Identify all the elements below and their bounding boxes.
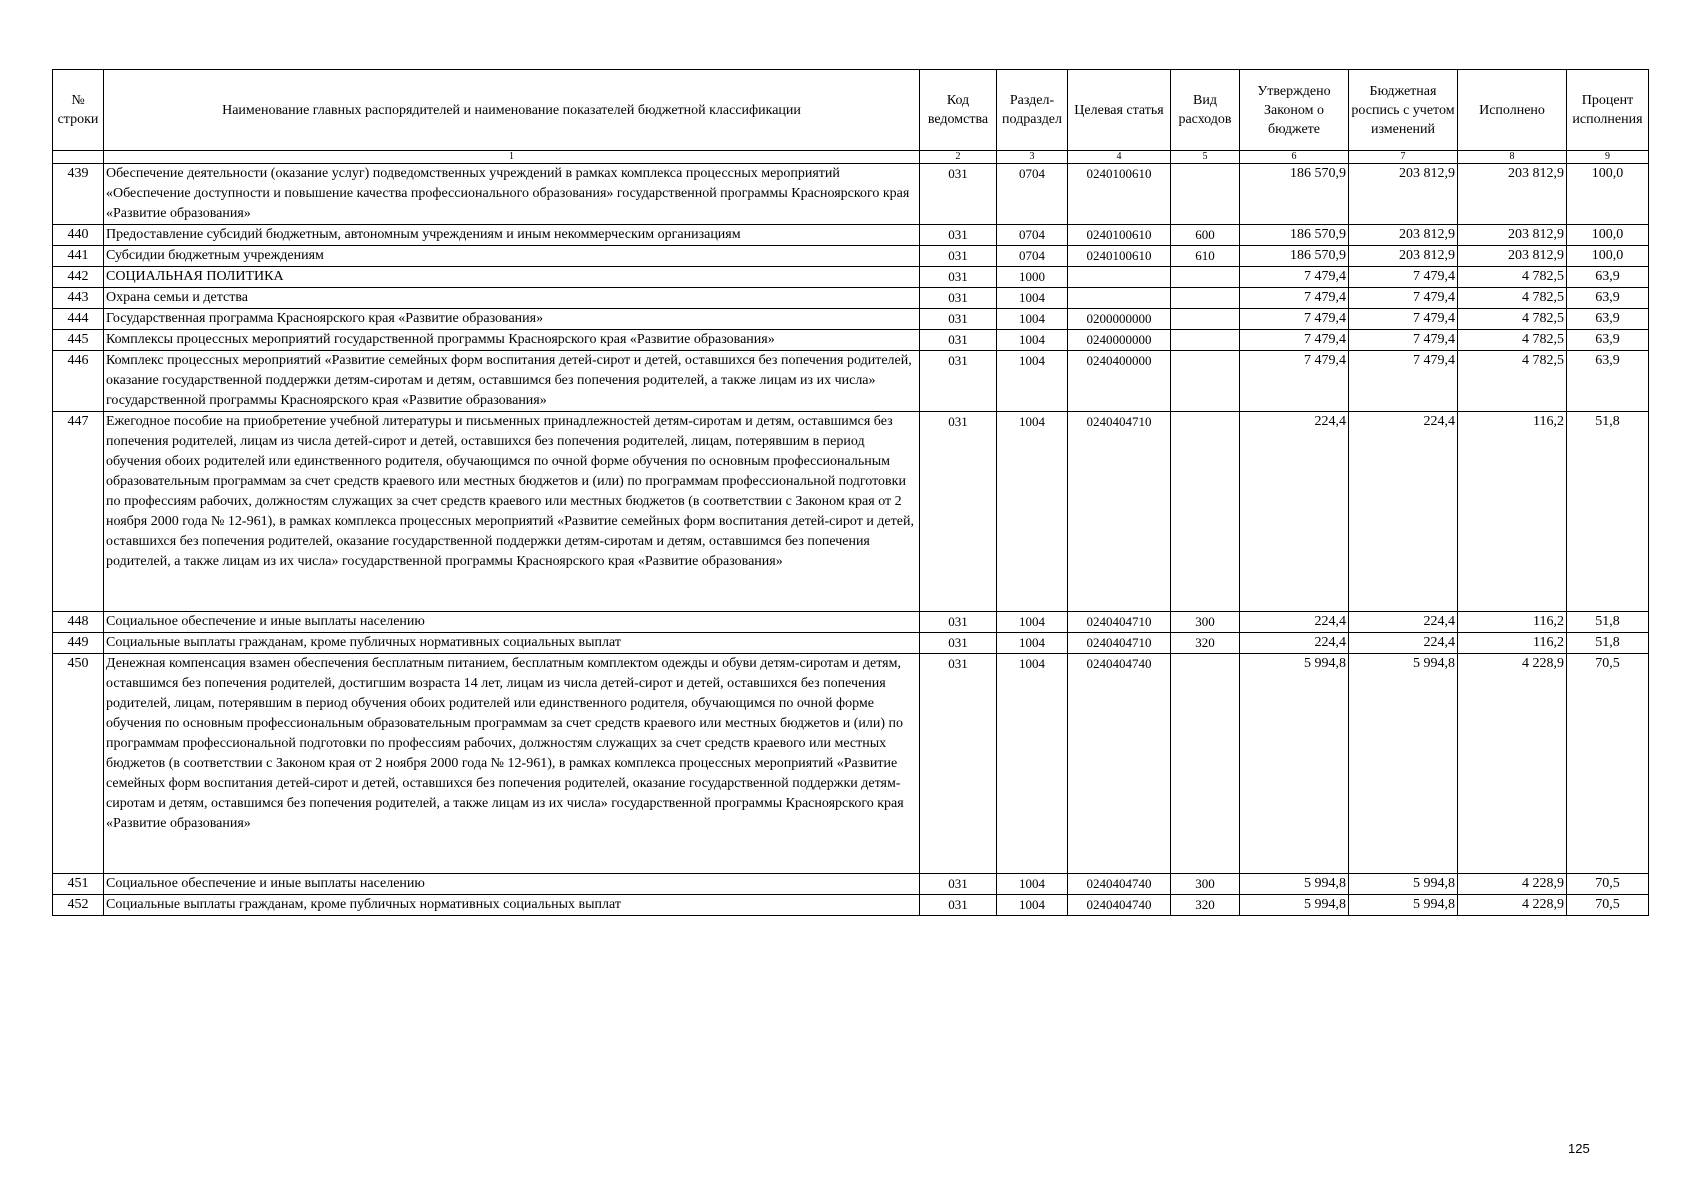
row-number: 449 (53, 633, 104, 654)
row-number: 448 (53, 612, 104, 633)
row-name: Социальное обеспечение и иные выплаты населению (104, 874, 920, 895)
approved-amount: 224,4 (1240, 412, 1349, 612)
executed-amount: 4 782,5 (1458, 267, 1567, 288)
expense-type (1171, 412, 1240, 612)
row-name: Субсидии бюджетным учреждениям (104, 246, 920, 267)
execution-percent: 63,9 (1567, 309, 1649, 330)
target-item: 0240404740 (1068, 895, 1171, 916)
row-name: Государственная программа Красноярского края «Развитие образования» (104, 309, 920, 330)
executed-amount: 4 782,5 (1458, 309, 1567, 330)
dept-code: 031 (920, 412, 997, 612)
approved-amount: 186 570,9 (1240, 164, 1349, 225)
budget-list-amount: 203 812,9 (1349, 164, 1458, 225)
target-item (1068, 288, 1171, 309)
execution-percent: 100,0 (1567, 225, 1649, 246)
section-code: 1004 (997, 412, 1068, 612)
execution-percent: 63,9 (1567, 267, 1649, 288)
dept-code: 031 (920, 267, 997, 288)
target-item: 0240404710 (1068, 633, 1171, 654)
executed-amount: 116,2 (1458, 612, 1567, 633)
budget-list-amount: 5 994,8 (1349, 895, 1458, 916)
budget-list-amount: 224,4 (1349, 633, 1458, 654)
approved-amount: 224,4 (1240, 633, 1349, 654)
execution-percent: 63,9 (1567, 330, 1649, 351)
column-number: 5 (1171, 151, 1240, 164)
table-body (53, 164, 1649, 916)
execution-percent: 100,0 (1567, 246, 1649, 267)
section-code: 1004 (997, 633, 1068, 654)
approved-amount: 5 994,8 (1240, 654, 1349, 874)
approved-amount: 7 479,4 (1240, 351, 1349, 412)
table-row (53, 654, 1649, 874)
executed-amount: 116,2 (1458, 633, 1567, 654)
dept-code: 031 (920, 225, 997, 246)
dept-code: 031 (920, 330, 997, 351)
budget-list-amount: 224,4 (1349, 412, 1458, 612)
section-code: 1004 (997, 330, 1068, 351)
execution-percent: 70,5 (1567, 874, 1649, 895)
column-number: 8 (1458, 151, 1567, 164)
header-expense-type: Вид расходов (1171, 70, 1240, 151)
dept-code: 031 (920, 895, 997, 916)
target-item: 0240000000 (1068, 330, 1171, 351)
row-name: Социальные выплаты гражданам, кроме публичных нормативных социальных выплат (104, 895, 920, 916)
row-name: Охрана семьи и детства (104, 288, 920, 309)
column-number-empty (53, 151, 104, 164)
table-row (53, 309, 1649, 330)
expense-type (1171, 267, 1240, 288)
target-item (1068, 267, 1171, 288)
column-number: 2 (920, 151, 997, 164)
section-code: 1004 (997, 351, 1068, 412)
section-code: 0704 (997, 225, 1068, 246)
header-executed: Исполнено (1458, 70, 1567, 151)
section-code: 1004 (997, 895, 1068, 916)
table-header-row (53, 70, 1649, 151)
row-name: Денежная компенсация взамен обеспечения бесплатным питанием, бесплатным комплектом одежды и обуви детям-сиротам и детям, оставшимся без попечения родителей, достигшим возраста 14 лет, лицам из числа детей-сирот и детей, оставшихся без попечения родителей, лицам, потерявшим в период обучения обоих родителей или единственного родителя, обучающимся по очной форме обучения по основным профессиональным образовательным программам за счет средств краевого или местных бюджетов и (или) по программам профессиональной подготовки по профессиям рабочих, должностям служащих за счет средств краевого или местных бюджетов (в соответствии с Законом края от 2 ноября 2000 года № 12-961), в рамках комплекса процессных мероприятий «Развитие семейных форм воспитания детей-сирот и детей, оставшихся без попечения родителей, оказание государственной поддержки детям-сиротам и детям, оставшимся без попечения родителей, а также лицам из их числа» государственной программы Красноярского края «Развитие образования» (104, 654, 920, 874)
execution-percent: 51,8 (1567, 412, 1649, 612)
target-item: 0240100610 (1068, 246, 1171, 267)
dept-code: 031 (920, 874, 997, 895)
row-name: Комплекс процессных мероприятий «Развитие семейных форм воспитания детей-сирот и детей, оставшихся без попечения родителей, оказание государственной поддержки детям-сиротам и детям, оставшимся без попечения родителей, а также лицам из их числа» государственной программы Красноярского края «Развитие образования» (104, 351, 920, 412)
budget-list-amount: 5 994,8 (1349, 654, 1458, 874)
dept-code: 031 (920, 309, 997, 330)
execution-percent: 63,9 (1567, 288, 1649, 309)
target-item: 0240100610 (1068, 225, 1171, 246)
target-item: 0240100610 (1068, 164, 1171, 225)
page-number: 125 (1568, 1141, 1590, 1156)
approved-amount: 5 994,8 (1240, 874, 1349, 895)
expense-type (1171, 330, 1240, 351)
section-code: 1004 (997, 654, 1068, 874)
executed-amount: 4 228,9 (1458, 874, 1567, 895)
expense-type (1171, 309, 1240, 330)
section-code: 1004 (997, 612, 1068, 633)
budget-list-amount: 7 479,4 (1349, 351, 1458, 412)
target-item: 0200000000 (1068, 309, 1171, 330)
budget-execution-table (52, 69, 1649, 916)
dept-code: 031 (920, 288, 997, 309)
row-number: 451 (53, 874, 104, 895)
table-row (53, 412, 1649, 612)
dept-code: 031 (920, 351, 997, 412)
execution-percent: 100,0 (1567, 164, 1649, 225)
column-number-row (53, 151, 1649, 164)
column-number: 3 (997, 151, 1068, 164)
execution-percent: 51,8 (1567, 633, 1649, 654)
budget-list-amount: 5 994,8 (1349, 874, 1458, 895)
section-code: 1000 (997, 267, 1068, 288)
expense-type (1171, 288, 1240, 309)
target-item: 0240404710 (1068, 612, 1171, 633)
header-budget-list: Бюджетная роспись с учетом изменений (1349, 70, 1458, 151)
section-code: 1004 (997, 309, 1068, 330)
table-row (53, 351, 1649, 412)
expense-type: 300 (1171, 874, 1240, 895)
executed-amount: 116,2 (1458, 412, 1567, 612)
executed-amount: 4 782,5 (1458, 288, 1567, 309)
expense-type: 300 (1171, 612, 1240, 633)
table-row (53, 225, 1649, 246)
dept-code: 031 (920, 246, 997, 267)
expense-type (1171, 351, 1240, 412)
approved-amount: 224,4 (1240, 612, 1349, 633)
table-row (53, 246, 1649, 267)
table-row (53, 330, 1649, 351)
budget-list-amount: 7 479,4 (1349, 267, 1458, 288)
dept-code: 031 (920, 612, 997, 633)
table-row (53, 612, 1649, 633)
budget-list-amount: 7 479,4 (1349, 288, 1458, 309)
row-number: 441 (53, 246, 104, 267)
executed-amount: 4 782,5 (1458, 351, 1567, 412)
executed-amount: 4 782,5 (1458, 330, 1567, 351)
row-number: 447 (53, 412, 104, 612)
header-percent: Процент исполнения (1567, 70, 1649, 151)
execution-percent: 70,5 (1567, 895, 1649, 916)
row-number: 443 (53, 288, 104, 309)
expense-type (1171, 164, 1240, 225)
row-number: 445 (53, 330, 104, 351)
table-row (53, 895, 1649, 916)
expense-type: 320 (1171, 633, 1240, 654)
row-name: Обеспечение деятельности (оказание услуг) подведомственных учреждений в рамках комплекса процессных мероприятий «Обеспечение доступности и повышение качества профессионального образования» государственной программы Красноярского края «Развитие образования» (104, 164, 920, 225)
column-number: 9 (1567, 151, 1649, 164)
column-number: 4 (1068, 151, 1171, 164)
table-row (53, 874, 1649, 895)
row-name: Комплексы процессных мероприятий государственной программы Красноярского края «Развитие образования» (104, 330, 920, 351)
budget-list-amount: 203 812,9 (1349, 246, 1458, 267)
row-name: Ежегодное пособие на приобретение учебной литературы и письменных принадлежностей детям-сиротам и детям, оставшимся без попечения родителей, лицам из числа детей-сирот и детей, оставшихся без попечения родителей, лицам, потерявшим в период обучения обоих родителей или единственного родителя, обучающимся по очной форме обучения по основным профессиональным образовательным программам за счет средств краевого или местных бюджетов и (или) по программам профессиональной подготовки по профессиям рабочих, должностям служащих за счет средств краевого или местных бюджетов (в соответствии с Законом края от 2 ноября 2000 года № 12-961), в рамках комплекса процессных мероприятий «Развитие семейных форм воспитания детей-сирот и детей, оставшихся без попечения родителей, оказание государственной поддержки детям-сиротам и детям, оставшимся без попечения родителей, а также лицам из их числа» государственной программы Красноярского края «Развитие образования» (104, 412, 920, 612)
header-target-item: Целевая статья (1068, 70, 1171, 151)
header-section: Раздел-подраздел (997, 70, 1068, 151)
dept-code: 031 (920, 654, 997, 874)
table-row (53, 288, 1649, 309)
execution-percent: 63,9 (1567, 351, 1649, 412)
row-name: Социальные выплаты гражданам, кроме публичных нормативных социальных выплат (104, 633, 920, 654)
table-row (53, 633, 1649, 654)
executed-amount: 203 812,9 (1458, 225, 1567, 246)
approved-amount: 7 479,4 (1240, 309, 1349, 330)
approved-amount: 7 479,4 (1240, 267, 1349, 288)
row-name: СОЦИАЛЬНАЯ ПОЛИТИКА (104, 267, 920, 288)
column-number: 6 (1240, 151, 1349, 164)
row-number: 442 (53, 267, 104, 288)
execution-percent: 70,5 (1567, 654, 1649, 874)
approved-amount: 5 994,8 (1240, 895, 1349, 916)
target-item: 0240404740 (1068, 874, 1171, 895)
expense-type: 320 (1171, 895, 1240, 916)
row-name: Социальное обеспечение и иные выплаты населению (104, 612, 920, 633)
header-name: Наименование главных распорядителей и наименование показателей бюджетной классификации (104, 70, 920, 151)
executed-amount: 4 228,9 (1458, 654, 1567, 874)
approved-amount: 7 479,4 (1240, 330, 1349, 351)
expense-type: 600 (1171, 225, 1240, 246)
target-item: 0240400000 (1068, 351, 1171, 412)
header-dept-code: Код ведомства (920, 70, 997, 151)
execution-percent: 51,8 (1567, 612, 1649, 633)
approved-amount: 186 570,9 (1240, 225, 1349, 246)
expense-type (1171, 654, 1240, 874)
target-item: 0240404740 (1068, 654, 1171, 874)
section-code: 1004 (997, 288, 1068, 309)
row-number: 444 (53, 309, 104, 330)
header-approved: Утверждено Законом о бюджете (1240, 70, 1349, 151)
table-row (53, 267, 1649, 288)
budget-list-amount: 224,4 (1349, 612, 1458, 633)
section-code: 0704 (997, 164, 1068, 225)
approved-amount: 7 479,4 (1240, 288, 1349, 309)
column-number: 1 (104, 151, 920, 164)
target-item: 0240404710 (1068, 412, 1171, 612)
row-name: Предоставление субсидий бюджетным, автономным учреждениям и иным некоммерческим организациям (104, 225, 920, 246)
row-number: 446 (53, 351, 104, 412)
budget-list-amount: 203 812,9 (1349, 225, 1458, 246)
executed-amount: 203 812,9 (1458, 246, 1567, 267)
row-number: 439 (53, 164, 104, 225)
row-number: 440 (53, 225, 104, 246)
column-number: 7 (1349, 151, 1458, 164)
budget-list-amount: 7 479,4 (1349, 309, 1458, 330)
row-number: 450 (53, 654, 104, 874)
table-row (53, 164, 1649, 225)
expense-type: 610 (1171, 246, 1240, 267)
section-code: 1004 (997, 874, 1068, 895)
header-row-number: № строки (53, 70, 104, 151)
approved-amount: 186 570,9 (1240, 246, 1349, 267)
section-code: 0704 (997, 246, 1068, 267)
budget-list-amount: 7 479,4 (1349, 330, 1458, 351)
executed-amount: 203 812,9 (1458, 164, 1567, 225)
dept-code: 031 (920, 633, 997, 654)
executed-amount: 4 228,9 (1458, 895, 1567, 916)
dept-code: 031 (920, 164, 997, 225)
row-number: 452 (53, 895, 104, 916)
